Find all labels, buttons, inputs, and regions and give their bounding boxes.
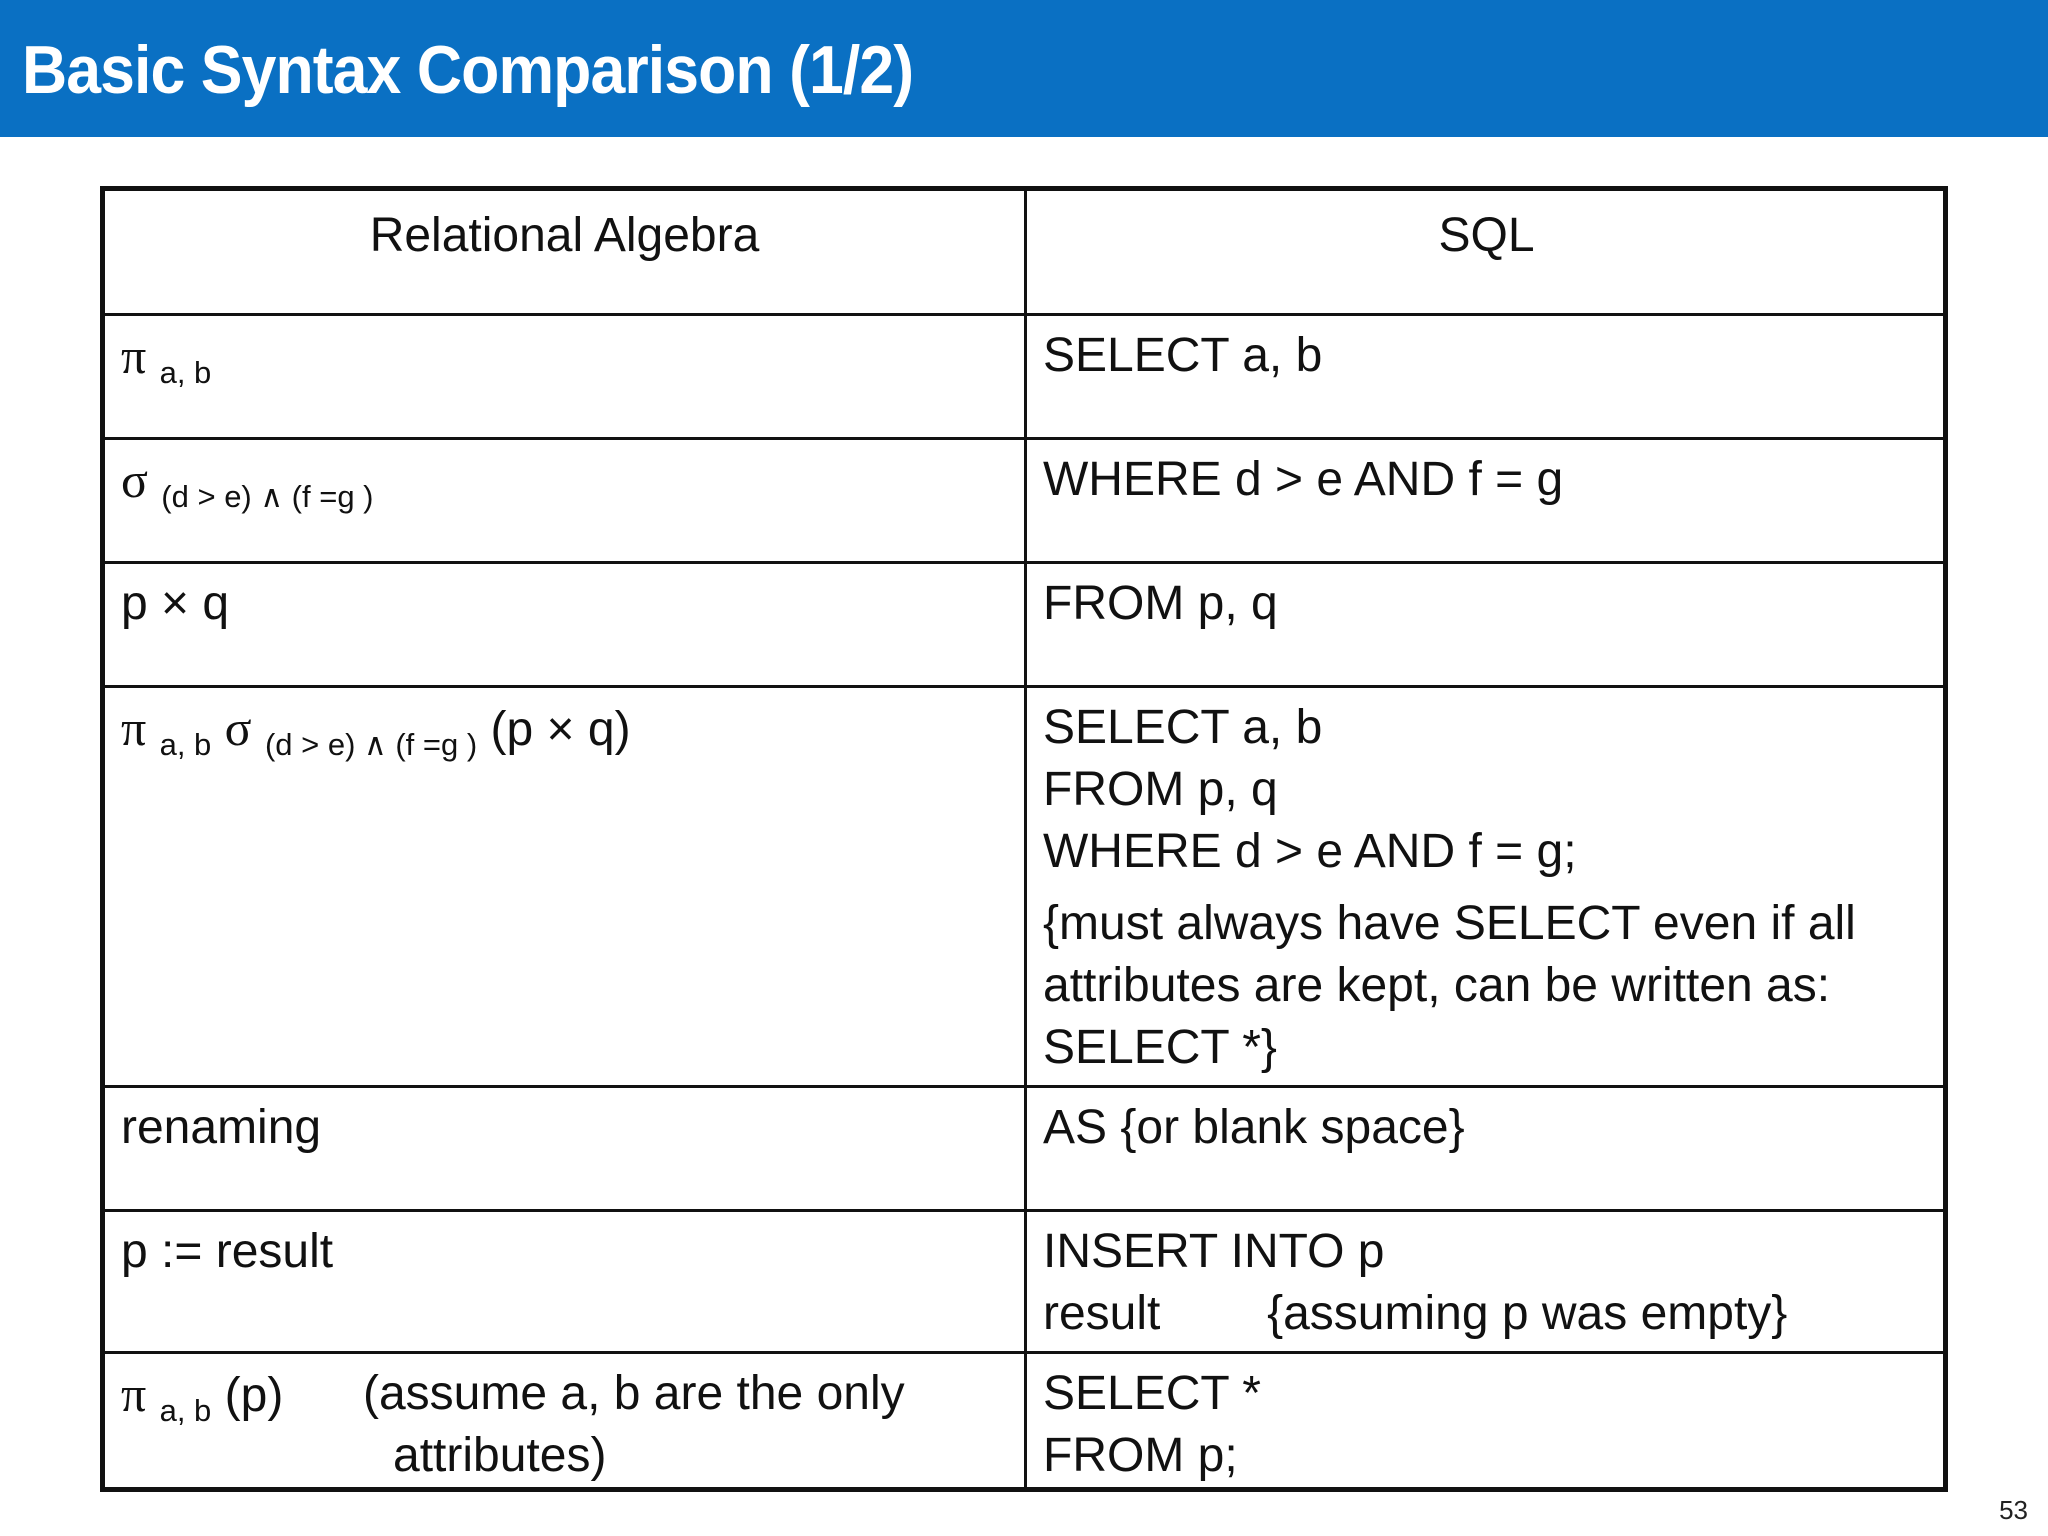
- sql-combined-query: [1043, 697, 1856, 1079]
- sql-line: SELECT a, b: [1043, 701, 1323, 754]
- header-relational-algebra: Relational Algebra: [369, 209, 760, 262]
- sql-line: SELECT a, b: [1043, 329, 1323, 382]
- ra-selection: [121, 449, 374, 528]
- selection-condition: (d > e) ∧ (f =g ): [161, 479, 374, 514]
- sql-line-pair: [1043, 1283, 1787, 1345]
- ra-projection: [121, 325, 211, 404]
- sql-line: WHERE d > e AND f = g;: [1043, 825, 1577, 878]
- sigma-symbol: σ: [121, 452, 148, 508]
- column-divider: [1024, 191, 1027, 1487]
- header-sql: SQL: [1438, 209, 1535, 262]
- note-line: attributes are kept, can be written as:: [1043, 959, 1831, 1012]
- ra-assignment: p := result: [121, 1225, 334, 1278]
- ra-cartesian-product: p × q: [121, 577, 230, 630]
- row-divider: [105, 1209, 1943, 1212]
- note-line: SELECT *}: [1043, 1021, 1277, 1074]
- note-line: (assume a, b are the only: [363, 1367, 905, 1420]
- slide-title: Basic Syntax Comparison (1/2): [22, 32, 914, 108]
- comparison-table: [100, 186, 1948, 1492]
- sql-select: [1043, 325, 1322, 387]
- projection-attributes: a, b: [159, 727, 212, 762]
- sql-line: INSERT INTO p: [1043, 1225, 1385, 1278]
- sql-line: WHERE d > e AND f = g: [1043, 453, 1564, 506]
- ra-combined-expression: [121, 697, 631, 776]
- sql-select-all: [1043, 1363, 1261, 1487]
- row-divider: [105, 1351, 1943, 1354]
- sql-line: SELECT *: [1043, 1367, 1261, 1420]
- sql-insert: [1043, 1221, 1787, 1345]
- ra-projection-all: [121, 1363, 283, 1442]
- row-divider: [105, 561, 1943, 564]
- sql-note: [1043, 893, 1856, 1079]
- pi-symbol: π: [121, 328, 147, 384]
- sigma-symbol: σ: [224, 700, 252, 756]
- selection-condition: (d > e) ∧ (f =g ): [264, 727, 478, 762]
- row-divider: [105, 1085, 1943, 1088]
- row-divider: [105, 437, 1943, 440]
- page-number: 53: [1999, 1495, 2028, 1525]
- title-bar: [0, 0, 2048, 137]
- note-line: {must always have SELECT even if all: [1043, 897, 1856, 950]
- product-operand: (p × q): [490, 703, 631, 756]
- projection-operand: (p): [224, 1369, 284, 1422]
- pi-symbol: π: [121, 700, 147, 756]
- projection-attributes: a, b: [159, 1393, 212, 1428]
- ra-renaming: renaming: [121, 1101, 322, 1154]
- sql-from: [1043, 573, 1278, 635]
- sql-line: FROM p;: [1043, 1429, 1238, 1482]
- ra-assumption-note: [363, 1363, 905, 1487]
- sql-as: [1043, 1097, 1465, 1159]
- sql-line: AS {or blank space}: [1043, 1101, 1465, 1154]
- note-line: attributes): [393, 1429, 607, 1482]
- row-divider: [105, 313, 1943, 316]
- row-divider: [105, 685, 1943, 688]
- sql-line: FROM p, q: [1043, 577, 1278, 630]
- sql-result-word: result: [1043, 1287, 1161, 1340]
- sql-line: FROM p, q: [1043, 763, 1278, 816]
- pi-symbol: π: [121, 1366, 147, 1422]
- sql-assumption-note: {assuming p was empty}: [1267, 1287, 1788, 1340]
- sql-where: [1043, 449, 1563, 511]
- projection-attributes: a, b: [159, 355, 212, 390]
